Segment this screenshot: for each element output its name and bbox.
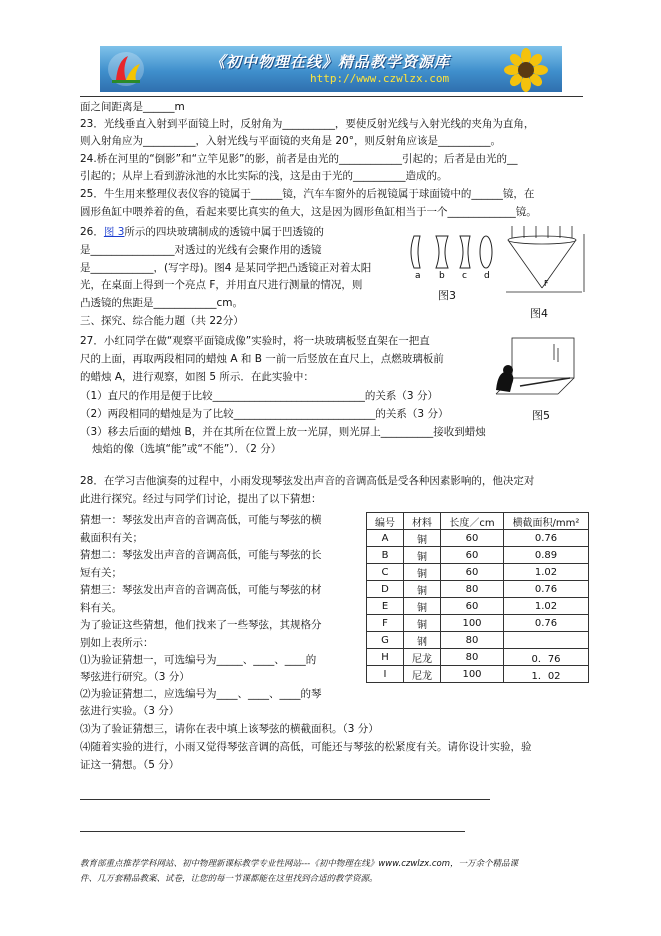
cell-area: 1．02 [504,666,589,683]
cell-length: 60 [441,547,504,564]
cell-material: 铜 [404,598,441,615]
table-row [367,632,589,649]
answer-line-1[interactable] [80,799,490,800]
guess1-line2: 截面积有关； [80,532,143,544]
cell-length: 60 [441,598,504,615]
q28-line1: 28．在学习吉他演奏的过程中，小雨发现琴弦发出声音的音调高低是受各种因素影响的，他决定对 [80,475,535,487]
cell-id: A [367,530,404,547]
lens-letter-c: c [462,271,467,280]
string-spec-table [366,512,589,683]
cell-material: 钢 [404,632,441,649]
cell-area: 0．76 [504,649,589,666]
fig4-focus-label: F [544,279,549,288]
col-header-area: 横截面积/mm² [504,513,589,530]
q26-line3: 是____________，(写字母)。图4 是某同学把凸透镜正对着太阳 [80,262,372,274]
site-banner [100,46,562,92]
section-3-heading: 三、探究、综合能力题（共 22分） [80,315,244,327]
cell-length: 80 [441,581,504,598]
verify-line1: 为了验证这些猜想，他们找来了一些琴弦，其规格分 [80,619,322,631]
site-logo-icon [106,50,146,88]
cell-id: C [367,564,404,581]
fig5-label: 图5 [532,409,550,422]
cell-id: F [367,615,404,632]
cell-area: 1.02 [504,598,589,615]
q28-part2-line2: 弦进行实验。（3 分） [80,705,180,717]
fig3-link[interactable]: 图 3 [103,226,125,238]
table-row [367,598,589,615]
cell-material: 铜 [404,530,441,547]
fig3-lenses [408,232,498,280]
cell-area: 0.76 [504,615,589,632]
table-row [367,615,589,632]
q27-part3-line2: 烛焰的像（选填“能”或“不能”）．（2 分） [92,443,282,455]
cell-id: D [367,581,404,598]
lens-b-shape [436,236,448,268]
cell-area: 0.76 [504,581,589,598]
guess3-line2: 料有关。 [80,602,122,614]
cell-material: 铜 [404,581,441,598]
table-row [367,530,589,547]
cell-length: 60 [441,564,504,581]
fig5-mirror-setup [490,334,580,400]
cell-length: 80 [441,649,504,666]
cell-material: 铜 [404,547,441,564]
q28-part1-line1: ⑴为验证猜想一，可选编号为_____、____、____的 [80,654,317,666]
guess2-line1: 猜想二：琴弦发出声音的音调高低，可能与琴弦的长 [80,549,322,561]
lens-a-shape [411,236,420,268]
q27-line2: 尺的上面，再取两段相同的蜡烛 A 和 B 一前一后竖放在直尺上，点燃玻璃板前 [80,353,444,365]
table-row [367,564,589,581]
q27-line3: 的蜡烛 A，进行观察，如图 5 所示．在此实验中： [80,371,314,383]
q26-line4: 光，在桌面上得到一个亮点 F，并用直尺进行测量的情况，则 [80,279,363,291]
q28-part4-line1: ⑷随着实验的进行，小雨又觉得琴弦音调的高低，可能还与琴弦的松紧度有关。请你设计实验，验 [80,741,532,753]
cell-length: 100 [441,615,504,632]
banner-title: 《初中物理在线》精品教学资源库 [210,53,451,71]
q27-line1: 27．小红同学在做“观察平面镜成像”实验时，将一块玻璃板竖直架在一把直 [80,335,430,347]
answer-line-2[interactable] [80,831,465,832]
table-row [367,547,589,564]
q28-part2-line1: ⑵为验证猜想二，应选编号为____、____、____的琴 [80,688,322,700]
cell-material: 尼龙 [404,649,441,666]
q24-line2: 引起的；从岸上看到游泳池的水比实际的浅，这是由于光的__________造成的。 [80,170,448,182]
fig3-label: 图3 [438,289,456,302]
cell-area: 1.02 [504,564,589,581]
col-header-id: 编号 [367,513,404,530]
table-row [367,581,589,598]
q27-part1: （1）直尺的作用是便于比较_____________________________的关系（3 分） [80,390,438,402]
guess1-line1: 猜想一：琴弦发出声音的音调高低，可能与琴弦的横 [80,514,322,526]
cell-id: H [367,649,404,666]
lens-letter-d: d [484,271,490,280]
q22-tail: 面之间距离是______m [80,101,185,113]
q28-line2: 此进行探究。经过与同学们讨论，提出了以下猜想： [80,493,322,505]
col-header-material: 材料 [404,513,441,530]
header-rule [80,96,583,97]
cell-length: 80 [441,632,504,649]
cell-length: 100 [441,666,504,683]
cell-id: E [367,598,404,615]
cell-area [504,632,589,649]
guess2-line2: 短有关； [80,567,122,579]
q25-line2: 圆形鱼缸中喂养着的鱼，看起来要比真实的鱼大，这是因为圆形鱼缸相当于一个_____________镜。 [80,206,537,218]
verify-line2: 别如上表所示： [80,637,154,649]
q27-part2: （2）两段相同的蜡烛是为了比较___________________________的关系（3 分） [80,408,449,420]
lens-letter-b: b [439,271,445,280]
q28-part3: ⑶为了验证猜想三，请你在表中填上该琴弦的横截面积。（3 分） [80,723,379,735]
q23-line1: 23．光线垂直入射到平面镜上时，反射角为__________，要使反射光线与入射光线的夹角为直角， [80,118,535,130]
q23-line2: 则入射角应为__________，入射光线与平面镜的夹角是 20°，则反射角应该是__________。 [80,135,501,147]
cell-material: 铜 [404,615,441,632]
lens-letter-a: a [415,271,421,280]
cell-length: 60 [441,530,504,547]
cell-id: G [367,632,404,649]
fig4-lens-focus [502,224,586,304]
footer-line1: 教育部重点推荐学科网站、初中物理新课标教学专业性网站---《初中物理在线》www.czwlzx.com，一万余个精品课 [80,859,519,869]
q28-part1-line2: 琴弦进行研究。（3 分） [80,671,190,683]
q26-line1: 26．图 3所示的四块玻璃制成的透镜中属于凹透镜的 [80,226,324,238]
banner-url[interactable]: http://www.czwlzx.com [310,72,450,85]
guess3-line1: 猜想三：琴弦发出声音的音调高低，可能与琴弦的材 [80,584,322,596]
lens-d-shape [480,236,492,268]
cell-material: 铜 [404,564,441,581]
cell-area: 0.76 [504,530,589,547]
lens-c-shape [460,236,470,268]
sunflower-icon [496,48,556,92]
footer-line2: 件、几万套精品教案、试卷，让您的每一节课都能在这里找到合适的教学资源。 [80,874,378,884]
q26-line5: 凸透镜的焦距是____________cm。 [80,297,244,309]
col-header-length: 长度／cm [441,513,504,530]
fig4-label: 图4 [530,307,548,320]
cell-id: I [367,666,404,683]
cell-id: B [367,547,404,564]
q26-line2: 是________________对透过的光线有会聚作用的透镜 [80,244,322,256]
table-row [367,649,589,666]
q28-part4-line2: 证这一猜想。（5 分） [80,759,180,771]
q25-line1: 25．牛生用来整理仪表仪容的镜属于______镜，汽车车窗外的后视镜属于球面镜中的______镜，在 [80,188,535,200]
q27-part3-line1: （3）移去后面的蜡烛 B，并在其所在位置上放一光屏，则光屏上__________接收到蜡烛 [80,426,486,438]
table-row [367,666,589,683]
q24-line1: 24.桥在河里的“倒影”和“立竿见影”的影，前者是由光的____________引起的；后者是由光的__ [80,153,518,165]
cell-area: 0.89 [504,547,589,564]
table-header-row [367,513,589,530]
cell-material: 尼龙 [404,666,441,683]
